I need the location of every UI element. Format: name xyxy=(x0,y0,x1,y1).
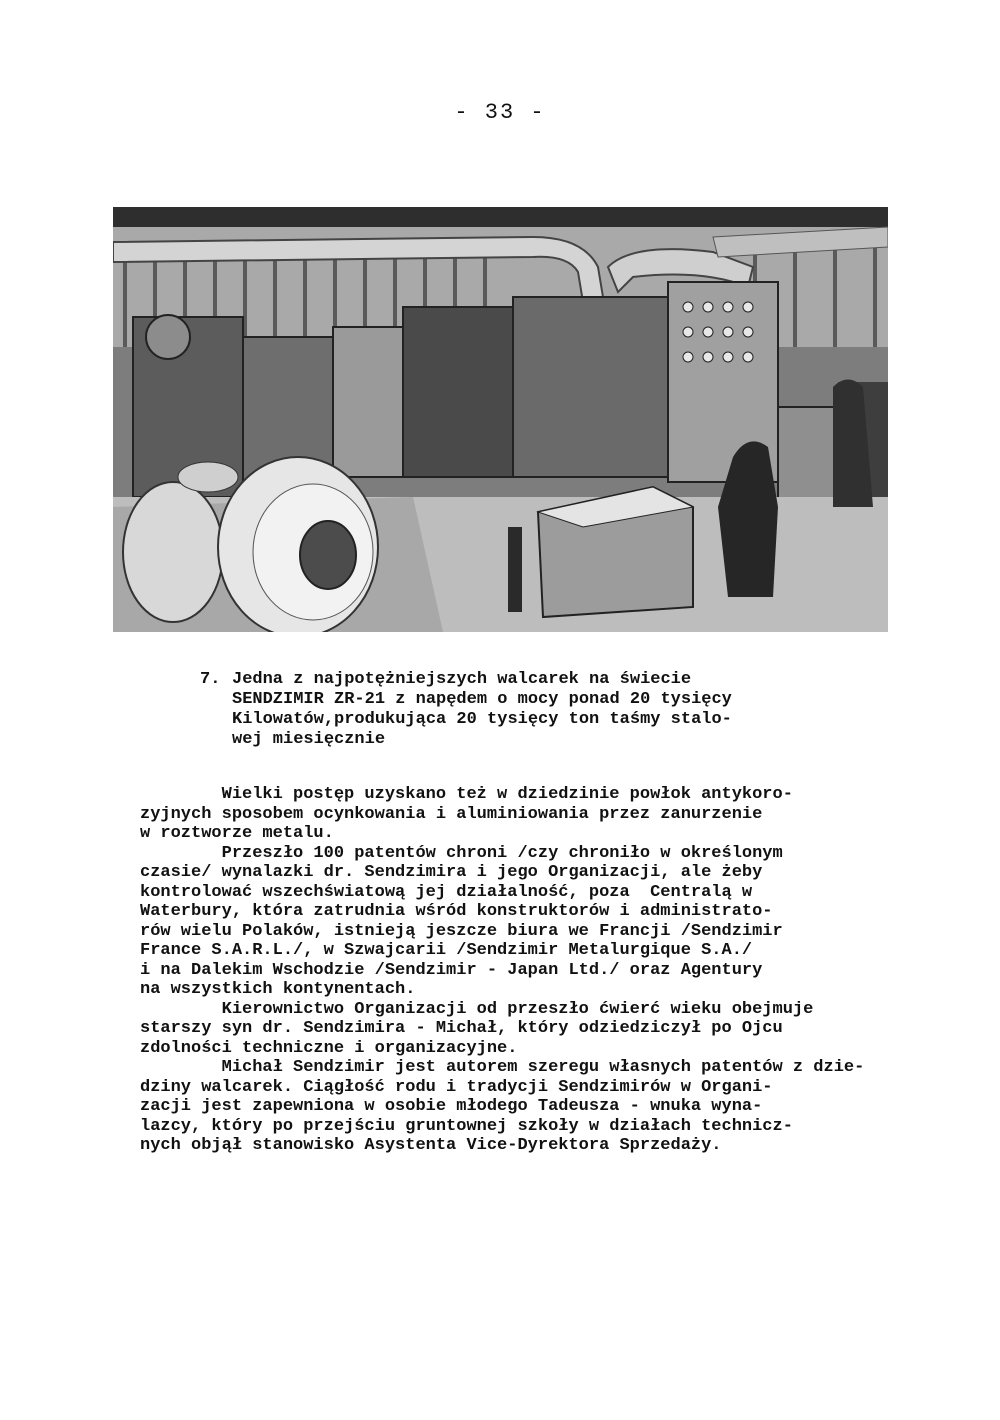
body-line: rów wielu Polaków, istnieją jeszcze biura we Francji /Sendzimir xyxy=(140,921,783,941)
caption-line: SENDZIMIR ZR-21 z napędem o mocy ponad 20 tysięcy xyxy=(232,690,732,709)
body-line: czasie/ wynalazki dr. Sendzimira i jego Organizacji, ale żeby xyxy=(140,863,763,882)
body-line: lazcy, który po przejściu gruntownej szkoły w działach technicz- xyxy=(140,1116,793,1136)
mill-photo xyxy=(113,207,888,632)
figure-caption xyxy=(200,670,840,750)
body-line: w roztworze metalu. xyxy=(140,824,334,843)
caption-number: 7. xyxy=(200,670,221,689)
body-line: Przeszło 100 patentów chroni /czy chroniło w określonym xyxy=(140,843,783,863)
caption-line: Kilowatów,produkująca 20 tysięcy ton taśmy stalo- xyxy=(232,710,732,729)
body-line: Waterbury, która zatrudnia wśród konstruktorów i administrato- xyxy=(140,902,773,921)
body-line: nych objął stanowisko Asystenta Vice-Dyrektora Sprzedaży. xyxy=(140,1136,722,1155)
body-line: dziny walcarek. Ciągłość rodu i tradycji Sendzimirów w Organi- xyxy=(140,1077,773,1097)
caption-line: wej miesięcznie xyxy=(232,730,386,749)
body-line: kontrolować wszechświatową jej działalność, poza Centralą w xyxy=(140,882,753,902)
body-line: i na Dalekim Wschodzie /Sendzimir - Japan Ltd./ oraz Agentury xyxy=(140,960,763,980)
body-line: Wielki postęp uzyskano też w dziedzinie powłok antykoro- xyxy=(140,785,793,804)
body-line: zdolności techniczne i organizacyjne. xyxy=(140,1038,518,1058)
caption-line: Jedna z najpotężniejszych walcarek na świecie xyxy=(232,670,692,689)
body-line: Michał Sendzimir jest autorem szeregu własnych patentów z dzie- xyxy=(140,1058,865,1077)
body-line: zyjnych sposobem ocynkowania i aluminiowania przez zanurzenie xyxy=(140,804,763,824)
body-line: zacji jest zapewniona w osobie młodego Tadeusza - wnuka wyna- xyxy=(140,1097,763,1116)
body-line: na wszystkich kontynentach. xyxy=(140,980,416,999)
body-line: France S.A.R.L./, w Szwajcarii /Sendzimir Metalurgique S.A./ xyxy=(140,941,753,960)
page-number: - 33 - xyxy=(454,100,546,125)
body-text xyxy=(140,785,880,1156)
body-line: starszy syn dr. Sendzimira - Michał, który odziedziczył po Ojcu xyxy=(140,1019,783,1038)
body-line: Kierownictwo Organizacji od przeszło ćwierć wieku obejmuje xyxy=(140,999,814,1019)
